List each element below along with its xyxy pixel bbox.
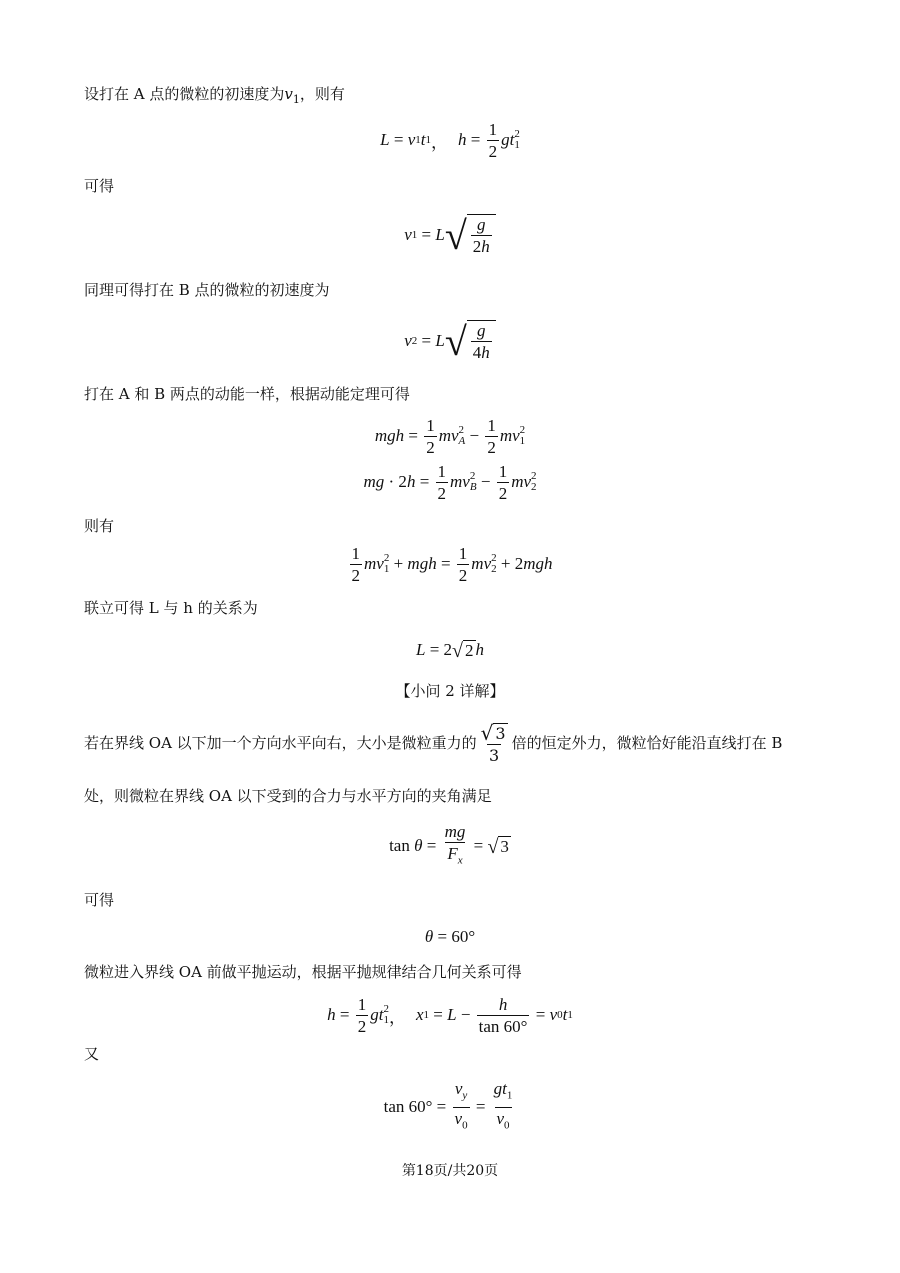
text-p11: 又	[84, 1045, 100, 1063]
equation-8: tan θ = $\frac{mg}{F_x}$ = √ 3	[0, 822, 900, 870]
text-p7: 若在界线 OA 以下加一个方向水平向右，大小是微粒重力的 √ 3 3 倍的恒定外力，微粒恰好能沿直线打在 B	[84, 720, 783, 765]
section-title: 【小问 2 详解】	[395, 682, 505, 700]
equation-2: v 1 = L √ $\frac{g}{2h}$	[0, 210, 900, 260]
text-p3: 同理可得打在 B 点的微粒的初速度为	[84, 281, 330, 299]
text-p4: 打在 A 和 B 两点的动能一样，根据动能定理可得	[84, 385, 410, 403]
text-p5: 则有	[84, 517, 115, 535]
equation-7: L = 2 √ 2 h	[415, 639, 485, 662]
equation-10: h = $\frac{1}{2}$ gt 2 1 ， x 1 = L − $\frac{h}{\tan 60^\circ}$ = v 0 t 1	[327, 994, 573, 1036]
text-p9: 可得	[84, 891, 115, 909]
equation-11: tan 60° = $\frac{v_y}{v_0}$ = $\frac{gt_1}{v_0}$	[0, 1082, 900, 1132]
page-footer: 第18页/共20页	[401, 1163, 499, 1179]
equation-1: L = v 1 t 1 ， h = $\frac{1}{2}$ gt 2 1	[380, 119, 520, 161]
equation-5: mg · 2 h = $\frac{1}{2}$ mv 2 B − $\frac{1}{2}$ mv 2 2	[363, 461, 537, 503]
text-p1: 设打在 A 点的微粒的初速度为$v_1$，则有	[84, 85, 345, 106]
text-p6: 联立可得 L 与 h 的关系为	[84, 599, 258, 617]
text-p8: 处，则微粒在界线 OA 以下受到的合力与水平方向的夹角满足	[84, 787, 492, 805]
equation-3: v 2 = L √ $\frac{g}{4h}$	[0, 316, 900, 366]
equation-6: $\frac{1}{2}$ mv 2 1 + mgh = $\frac{1}{2}$ mv 2 2 + 2 mgh	[351, 543, 553, 585]
text-p2: 可得	[84, 177, 115, 195]
equation-4: mgh = $\frac{1}{2}$ mv 2 A − $\frac{1}{2}$ mv 2 1	[374, 415, 526, 457]
text-p10: 微粒进入界线 OA 前做平抛运动，根据平抛规律结合几何关系可得	[84, 963, 522, 981]
equation-9: θ = 60°	[424, 927, 476, 946]
